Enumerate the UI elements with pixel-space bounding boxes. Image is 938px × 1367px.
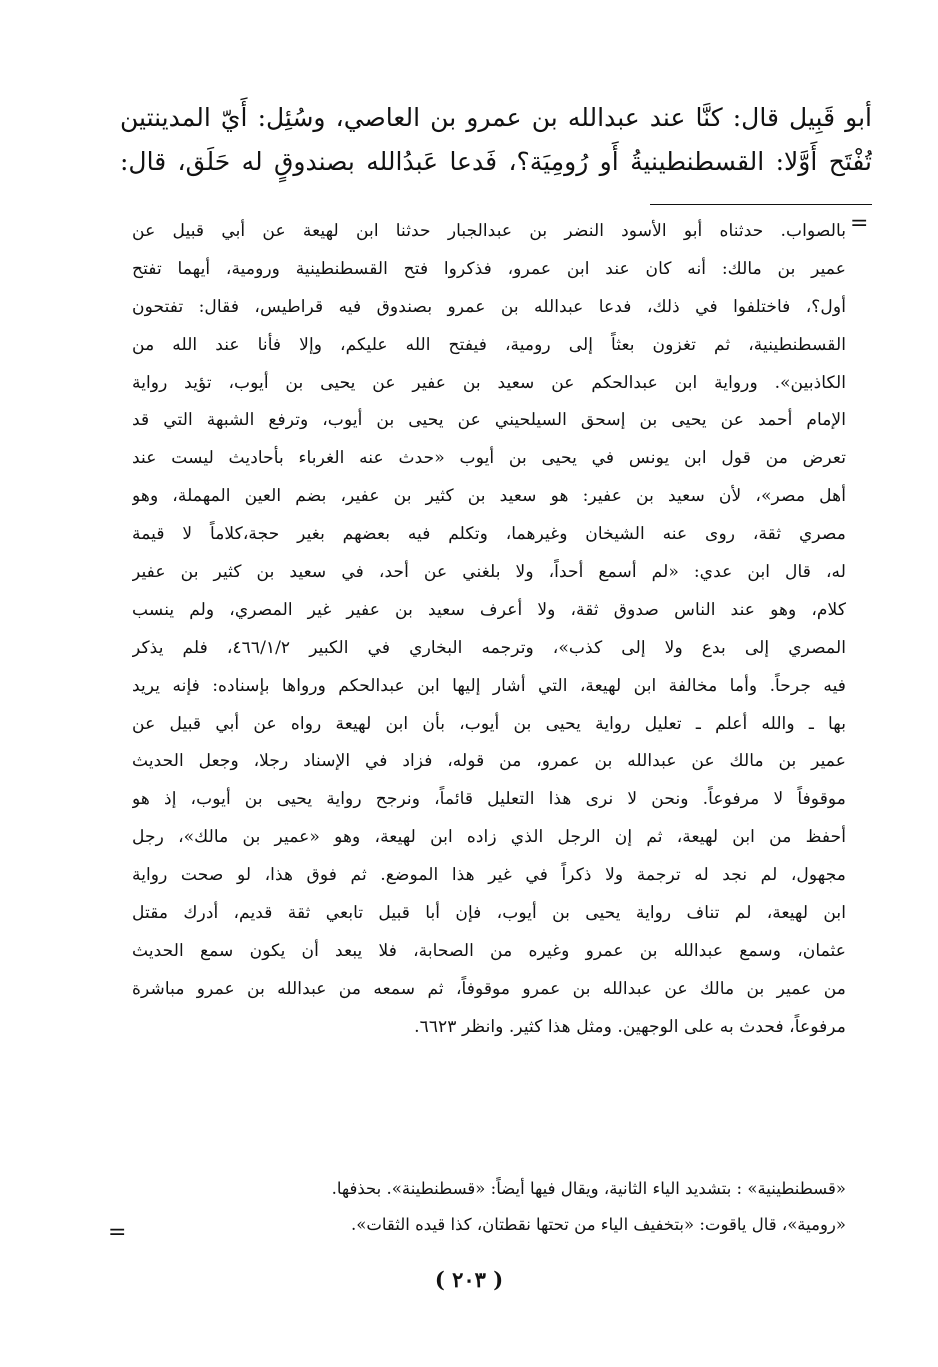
main-text [120, 96, 872, 184]
footnote-block [132, 213, 846, 1047]
footnote-line: تعرض من قول ابن يونس في يحيى بن أيوب «حدث عنه الغرباء بأحاديث ليست عند [132, 448, 846, 469]
note-line: «رومية»، قال ياقوت: «بتخفيف الياء من تحتها نقطتان، كذا قيده الثقات». [351, 1215, 846, 1234]
footnote-line: ابن لهيعة، لم تناف رواية يحيى بن أيوب، فإن أبا قبيل تابعي ثقة قديم، أدرك مقتل [132, 903, 846, 924]
footnote-line: الإمام أحمد عن يحيى بن إسحق السيلحيني عن يحيى بن أيوب، وترفع الشبهة التي قد [132, 410, 846, 431]
footnote-line: له، قال ابن عدي: «لم أسمع أحداً، ولا بلغني عن أحد، في سعيد بن كثير بن عفير [132, 562, 846, 583]
footnote-line: المصري إلى بدع ولا إلى كذب»، وترجمه البخاري في الكبير ٤٦٦/١/٢، فلم يذكر [132, 637, 846, 658]
footnote-line: القسطنطينية، ثم تغزون بعثاً إلى رومية، فيفتح الله عليكم، وإلا فأنا عند الله من [132, 334, 846, 355]
footnote-line: بالصواب. حدثناه أبو الأسود النضر بن عبدالجبار حدثنا ابن لهيعة عن أبي قبيل عن [132, 221, 846, 241]
footnote-line: أول؟، فاختلفوا في ذلك، فدعا عبدالله بن عمرو بصندوق فيه قراطيس، فقال: تفتحون [132, 296, 846, 317]
notes-block [200, 1171, 846, 1243]
footnote-separator [650, 204, 872, 205]
footnote-line: عثمان، وسمع عبدالله بن عمرو وغيره من الصحابة، فلا يبعد أن يكون سمع الحديث [132, 940, 846, 961]
note-line: «قسطنطينية» : بتشديد الياء الثانية، ويقال فيها أيضاً: «قسطنطينة». بحذفها. [331, 1179, 846, 1198]
continuation-marker-bottom: = [108, 1220, 127, 1245]
footnote-line: بها ـ والله أعلم ـ تعليل رواية يحيى بن أيوب، بأن ابن لهيعة رواه عن أبي قبيل عن [132, 713, 846, 734]
footnote-line: أهل مصر»، لأن سعيد بن عفير: هو سعيد بن كثير بن عفير، بضم العين المهملة، وهو [132, 486, 846, 507]
footnote-line: عمير بن مالك عن عبدالله بن عمرو، من قوله، فزاد في الإسناد رجلا، وجعل الحديث [132, 751, 846, 772]
footnote-line: أحفظ من ابن لهيعة، ثم إن الرجل الذي زاده ابن لهيعة، وهو «عمير بن مالك»، رجل [132, 827, 846, 848]
footnote-line: كلام، وهو عند الناس صدوق ثقة، ولا أعرف سعيد بن عفير غير المصري، ولم ينسب [132, 599, 846, 620]
footnote-line: مصري ثقة، روى عنه الشيخان وغيرهما، وتكلم فيه بعضهم بغير حجة،كلاماً لا قيمة [132, 524, 846, 545]
main-text-line: تُفْتَح أَوَّلا: القسطنطينيةُ أَو رُومِيَة؟، فَدعا عَبدُالله بصندوقٍ له حَلَق، قال: [120, 147, 872, 176]
footnote-line: مرفوعاً، فحدث به على الوجهين. ومثل هذا كثير. وانظر ٦٦٢٣. [414, 1016, 846, 1037]
footnote-line: عمير بن مالك: أنه كان عند ابن عمرو، فذكروا فتح القسطنطينية ورومية، أيهما تفتح [132, 258, 846, 279]
footnote-line: الكاذبين». ورواية ابن عبدالحكم عن سعيد بن عفير عن يحيى بن أيوب، تؤيد رواية [132, 372, 846, 393]
continuation-marker-top: = [850, 211, 869, 236]
footnote-line: فيه جرحاً. وأما مخالفة ابن لهيعة، التي أشار إليها ابن عبدالحكم ورواها بإسناده: فإنه يريد [132, 675, 846, 696]
footnote-line: مجهول، لم نجد له ترجمة ولا ذكراً في غير هذا الموضع. ثم فوق هذا، لو صحت رواية [132, 865, 846, 886]
main-text-line: أبو قَبِيل قال: كنَّا عند عبدالله بن عمرو بن العاصي، وسُئِل: أَيّ المدينتين [120, 103, 872, 132]
page-number: ( ٢٠٣ ) [434, 1267, 504, 1292]
footnote-line: موقوفاً لا مرفوعاً. ونحن لا نرى هذا التعليل قائماً، ونرجح رواية يحيى بن أيوب، إذ هو [132, 789, 846, 810]
footnote-line: من عمير بن مالك عن عبدالله بن عمرو موقوفاً، ثم سمعه من عبدالله بن عمرو مباشرة [132, 978, 846, 999]
